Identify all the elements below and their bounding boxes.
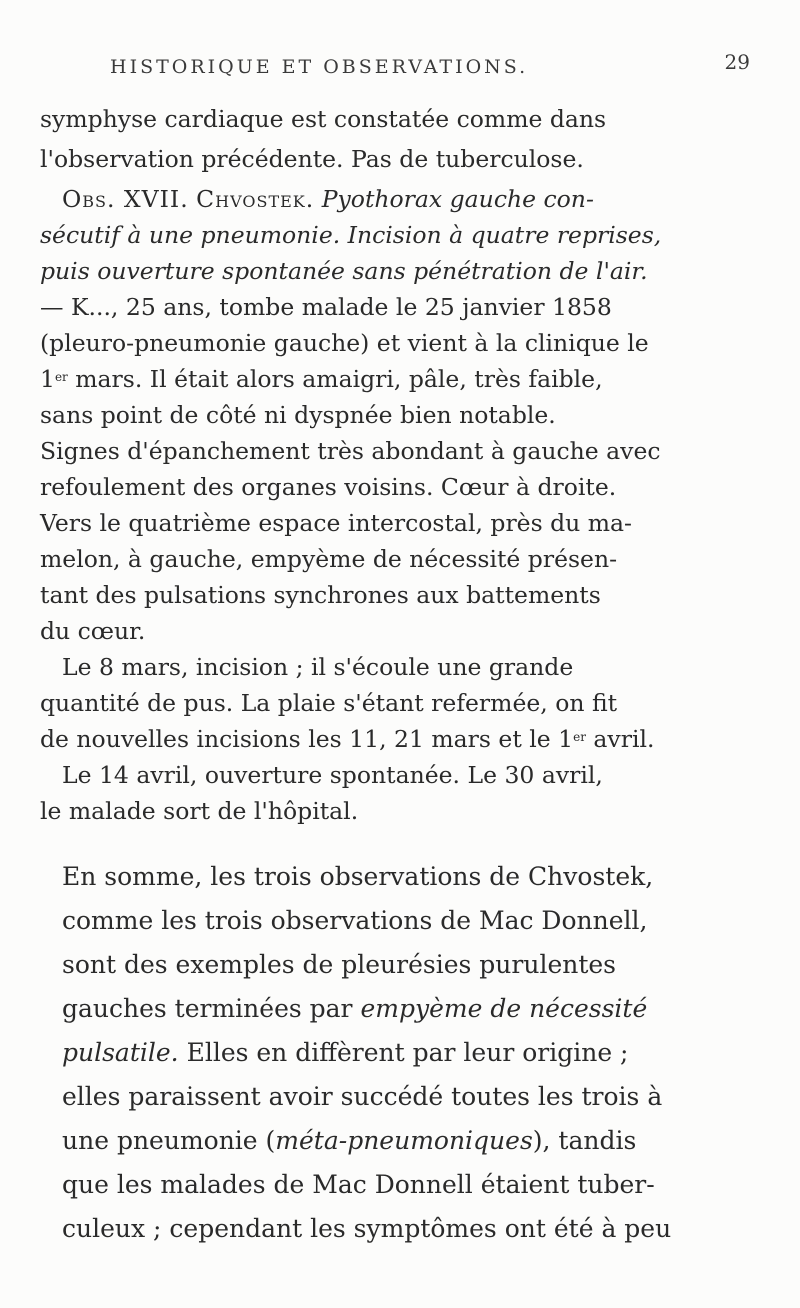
text-line <box>62 994 647 1024</box>
emphasis: empyème de nécessité <box>360 994 648 1023</box>
text-span: de nouvelles incisions les 11, 21 mars et le 1 <box>40 725 574 753</box>
text-span: avril. <box>585 725 655 753</box>
observation-heading <box>62 184 594 214</box>
text-line <box>40 364 603 394</box>
text-line: En somme, les trois observations de Chvostek, <box>62 862 654 891</box>
text-line: sans point de côté ni dyspnée bien notable. <box>40 401 556 429</box>
text-line: comme les trois observations de Mac Donnell, <box>62 906 648 935</box>
text-line: symphyse cardiaque est constatée comme dans <box>40 105 607 133</box>
text-line: Le 14 avril, ouverture spontanée. Le 30 avril, <box>62 761 603 789</box>
text-line: du cœur. <box>40 617 146 645</box>
text-line: refoulement des organes voisins. Cœur à droite. <box>40 473 617 501</box>
header-title: HISTORIQUE ET OBSERVATIONS. <box>110 56 529 78</box>
text-line: l'observation précédente. Pas de tuberculose. <box>40 145 584 173</box>
text-span: gauches terminées par <box>62 994 361 1023</box>
emphasis: méta-pneumoniques <box>275 1126 533 1155</box>
page-number: 29 <box>724 50 750 74</box>
text-span: ), tandis <box>532 1126 637 1155</box>
text-line: sont des exemples de pleurésies purulentes <box>62 950 617 979</box>
observation-title: puis ouverture spontanée sans pénétration de l'air. <box>40 257 648 285</box>
text-line <box>62 1038 628 1068</box>
text-line <box>40 724 654 754</box>
text-line: — K..., 25 ans, tombe malade le 25 janvier 1858 <box>40 293 612 321</box>
text-line: le malade sort de l'hôpital. <box>40 797 359 825</box>
text-line: tant des pulsations synchrones aux battements <box>40 581 601 609</box>
observation-author: Chvostek. <box>196 185 315 213</box>
text-line <box>40 220 661 250</box>
superscript: er <box>54 370 68 384</box>
text-span: une pneumonie ( <box>62 1126 276 1155</box>
text-line: (pleuro-pneumonie gauche) et vient à la clinique le <box>40 329 649 357</box>
text-line: elles paraissent avoir succédé toutes les trois à <box>62 1082 663 1111</box>
emphasis: pulsatile. <box>62 1038 179 1067</box>
observation-title: Pyothorax gauche con- <box>321 185 594 213</box>
observation-title: sécutif à une pneumonie. Incision à quatre reprises, <box>40 221 662 249</box>
text-span: mars. Il était alors amaigri, pâle, très faible, <box>67 365 603 393</box>
text-span: Elles en diffèrent par leur origine ; <box>178 1038 629 1067</box>
text-line: que les malades de Mac Donnell étaient tuber- <box>62 1170 655 1199</box>
text-line: Signes d'épanchement très abondant à gauche avec <box>40 437 661 465</box>
text-line: culeux ; cependant les symptômes ont été à peu <box>62 1214 672 1243</box>
text-line <box>62 1126 636 1156</box>
superscript: er <box>573 730 586 744</box>
text-span: 1 <box>40 365 55 393</box>
text-line <box>40 256 648 286</box>
text-line: Le 8 mars, incision ; il s'écoule une grande <box>62 653 574 681</box>
text-line: Vers le quatrième espace intercostal, près du ma- <box>40 509 632 537</box>
observation-label: Obs. XVII. <box>62 185 189 213</box>
text-line: melon, à gauche, empyème de nécessité présen- <box>40 545 618 573</box>
text-line: quantité de pus. La plaie s'étant refermée, on fit <box>40 689 618 717</box>
